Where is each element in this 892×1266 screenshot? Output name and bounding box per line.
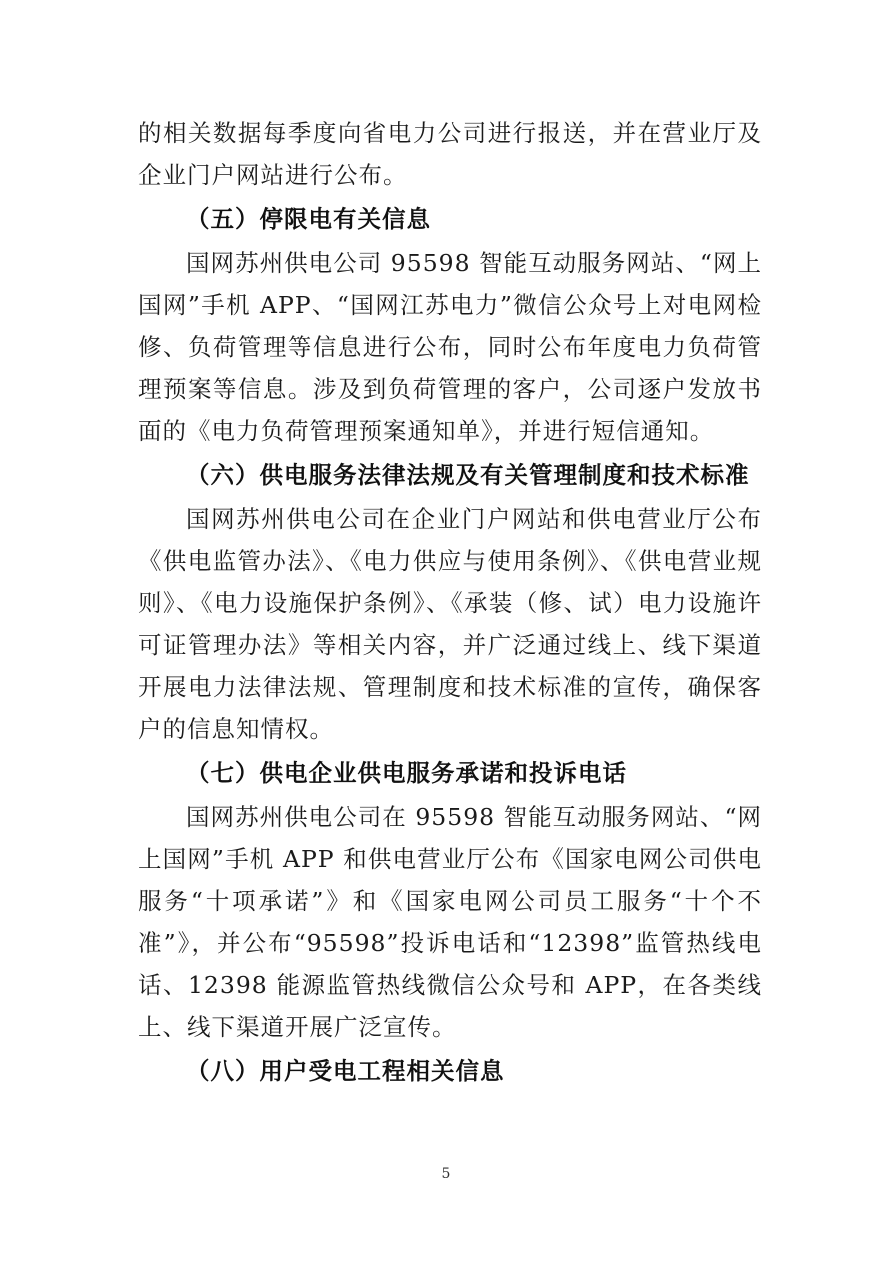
- paragraph-regulations: 国网苏州供电公司在企业门户网站和供电营业厅公布《供电监管办法》、《电力供应与使用条例》、《供电营业规则》、《电力设施保护条例》、《承装（修、试）电力设施许可证管理办法》等相关内容，并广泛通过线上、线下渠道开展电力法律法规、管理制度和技术标准的宣传，确保客户的信息知情权。: [138, 505, 762, 743]
- paragraph-continuation: 的相关数据每季度向省电力公司进行报送，并在营业厅及企业门户网站进行公布。: [138, 119, 762, 189]
- document-body: [0, 112, 892, 1094]
- section-heading-7: （七）供电企业供电服务承诺和投诉电话: [186, 759, 627, 787]
- paragraph-service-commitment: 国网苏州供电公司在 95598 智能互动服务网站、“网上国网”手机 APP 和供电营业厅公布《国家电网公司供电服务“十项承诺”》和《国家电网公司员工服务“十个不准”》，并公布“95598”投诉电话和“12398”监管热线电话、12398 能源监管热线微信公众号和 APP，在各类线上、线下渠道开展广泛宣传。: [138, 803, 762, 1041]
- section-heading-6: （六）供电服务法律法规及有关管理制度和技术标准: [186, 461, 750, 489]
- paragraph-outage-info: 国网苏州供电公司 95598 智能互动服务网站、“网上国网”手机 APP、“国网江苏电力”微信公众号上对电网检修、负荷管理等信息进行公布，同时公布年度电力负荷管理预案等信息。涉及到负荷管理的客户，公司逐户发放书面的《电力负荷管理预案通知单》，并进行短信通知。: [138, 249, 762, 445]
- page-number: 5: [441, 1166, 451, 1182]
- section-heading-5: （五）停限电有关信息: [186, 205, 431, 233]
- section-heading-8: （八）用户受电工程相关信息: [186, 1057, 505, 1085]
